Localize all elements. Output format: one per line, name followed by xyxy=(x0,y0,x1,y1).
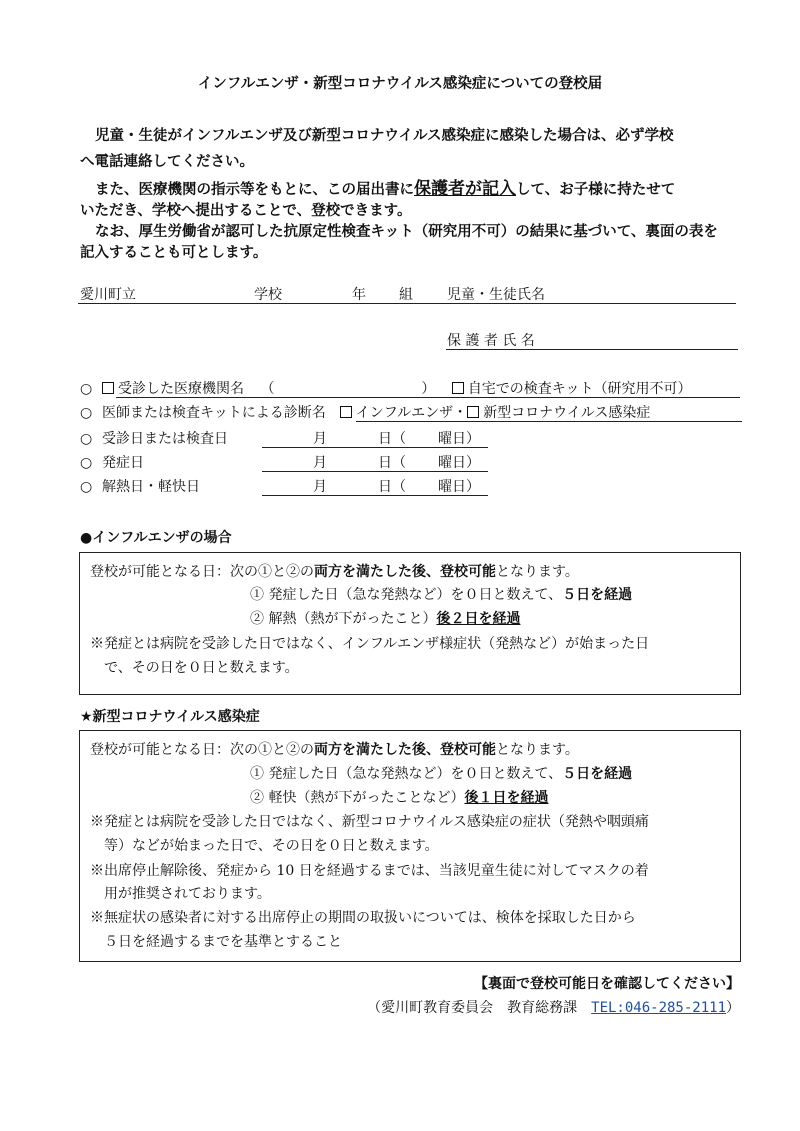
covid-rules-box xyxy=(79,730,741,962)
flu-cond2-emphasis: 後２日を経過 xyxy=(436,611,521,627)
visit-month-label: 月 xyxy=(313,431,327,447)
flu-rule-text: 登校が可能となる日：次の①と②の xyxy=(90,564,314,580)
onset-date-field[interactable] xyxy=(262,471,488,472)
fever-day-label: 日（ xyxy=(378,479,406,495)
onset-date-row xyxy=(80,452,144,472)
diagnosis-label: 医師または検査キットによる診断名 xyxy=(102,405,326,421)
circle-mark: ○ xyxy=(80,381,93,397)
year-label: 年 xyxy=(352,287,366,303)
office-name: （愛川町教育委員会 教育総務課 xyxy=(367,1000,592,1016)
onset-month-label: 月 xyxy=(313,455,327,471)
visit-date-field[interactable] xyxy=(262,447,488,448)
guardian-name-label: 保 護 者 氏 名 xyxy=(447,333,535,349)
onset-weekday-label: 曜日） xyxy=(438,455,480,471)
flu-rule-emphasis: 両方を満たした後、登校可能 xyxy=(314,564,496,580)
intro-p2-line1 xyxy=(95,174,675,199)
facility-row xyxy=(80,378,692,398)
visit-weekday-label: 曜日） xyxy=(438,431,480,447)
covid-note3-line1: ※無症状の感染者に対する出席停止の期間の取扱いについては、検体を採取した日から xyxy=(90,910,636,926)
covid-checkbox[interactable] xyxy=(467,406,479,418)
covid-condition-2 xyxy=(250,787,548,807)
covid-heading: ★新型コロナウイルス感染症 xyxy=(80,709,260,725)
page-title: インフルエンザ・新型コロナウイルス感染症についての登校届 xyxy=(197,76,603,92)
home-kit-label: 自宅での検査キット（研究用不可） xyxy=(467,381,692,397)
office-contact xyxy=(367,997,740,1017)
covid-note3-line2: ５日を経過するまでを基準とすること xyxy=(104,934,342,950)
circle-mark: ○ xyxy=(80,431,93,447)
covid-cond2-emphasis: 後１日を経過 xyxy=(464,790,549,806)
covid-cond1-text: ① 発症した日（急な発熱など）を０日と数えて、 xyxy=(250,766,563,782)
diagnosis-row xyxy=(80,402,650,422)
tel-link[interactable]: TEL:046-285-2111 xyxy=(591,1000,726,1016)
covid-note1-line2: 等）などが始まった日で、その日を０日と数えます。 xyxy=(104,838,439,854)
covid-note1-line1: ※発症とは病院を受診した日ではなく、新型コロナウイルス感染症の症状（発熱や咽頭痛 xyxy=(90,814,649,830)
flu-note-line1: ※発症とは病院を受診した日ではなく、インフルエンザ様症状（発熱など）が始まった日 xyxy=(90,636,650,652)
school-label: 学校 xyxy=(254,287,282,303)
paren-close: ） xyxy=(421,381,436,397)
flu-condition-2 xyxy=(250,608,520,628)
fever-date-label: 解熱日・軽快日 xyxy=(102,479,200,495)
covid-rule-emphasis: 両方を満たした後、登校可能 xyxy=(314,742,496,758)
flu-rule-line xyxy=(90,561,579,581)
town-label: 愛川町立 xyxy=(80,287,136,303)
flu-rules-box xyxy=(79,552,741,695)
visit-date-row xyxy=(80,428,228,448)
intro-p2-text-c: して、お子様に持たせて xyxy=(516,182,676,198)
paren-open: （ xyxy=(260,381,275,397)
flu-cond1-text: ① 発症した日（急な発熱など）を０日と数えて、 xyxy=(250,587,563,603)
fever-weekday-label: 曜日） xyxy=(438,479,480,495)
intro-p1-line2: へ電話連絡してください。 xyxy=(80,154,254,170)
office-close: ） xyxy=(726,1000,740,1016)
student-info-line[interactable] xyxy=(78,303,736,304)
covid-option: 新型コロナウイルス感染症 xyxy=(483,405,651,421)
student-name-label: 児童・生徒氏名 xyxy=(447,287,545,303)
flu-cond1-emphasis: ５日を経過 xyxy=(562,587,633,603)
guardian-writes-emphasis: 保護者が記入 xyxy=(414,179,516,199)
flu-condition-1 xyxy=(250,584,632,604)
flu-rule-end: となります。 xyxy=(496,564,579,580)
covid-rule-end: となります。 xyxy=(496,742,579,758)
class-label: 組 xyxy=(399,287,413,303)
covid-rule-text: 登校が可能となる日：次の①と②の xyxy=(90,742,314,758)
visit-day-label: 日（ xyxy=(378,431,406,447)
intro-p1-line1: 児童・生徒がインフルエンザ及び新型コロナウイルス感染症に感染した場合は、必ず学校 xyxy=(95,128,674,144)
flu-heading: ●インフルエンザの場合 xyxy=(80,530,232,546)
intro-p2-line2: いただき、学校へ提出することで、登校できます。 xyxy=(80,203,412,219)
reverse-side-note: 【裏面で登校可能日を確認してください】 xyxy=(474,976,740,992)
flu-note-line2: で、その日を０日と数えます。 xyxy=(104,660,299,676)
fever-date-field[interactable] xyxy=(262,495,488,496)
circle-mark: ○ xyxy=(80,479,93,495)
intro-p2-text-a: また、医療機関の指示等をもとに、この届出書に xyxy=(95,182,414,198)
flu-cond2-text: ② 解熱（熱が下がったこと） xyxy=(250,611,437,627)
visit-date-label: 受診日または検査日 xyxy=(102,431,228,447)
onset-date-label: 発症日 xyxy=(102,455,144,471)
guardian-name-line[interactable] xyxy=(446,349,738,350)
covid-note2-line1: ※出席停止解除後、発症から 10 日を経過するまでは、当該児童生徒に対してマスクの着 xyxy=(90,863,649,879)
fever-month-label: 月 xyxy=(313,479,327,495)
covid-rule-line xyxy=(90,739,579,759)
facility-underline xyxy=(116,397,740,398)
facility-checkbox[interactable] xyxy=(102,382,114,394)
diagnosis-underline xyxy=(356,421,742,422)
covid-condition-1 xyxy=(250,763,632,783)
fever-date-row xyxy=(80,476,200,496)
circle-mark: ○ xyxy=(80,455,93,471)
flu-option: インフルエンザ・ xyxy=(355,405,468,421)
circle-mark: ○ xyxy=(80,405,93,421)
home-kit-checkbox[interactable] xyxy=(452,382,464,394)
covid-note2-line2: 用が推奨されております。 xyxy=(104,886,271,902)
intro-p3-line2: 記入することも可とします。 xyxy=(80,245,268,261)
facility-label: 受診した医療機関名 xyxy=(118,381,244,397)
covid-cond2-text: ② 軽快（熱が下がったことなど） xyxy=(250,790,465,806)
onset-day-label: 日（ xyxy=(378,455,406,471)
covid-cond1-emphasis: ５日を経過 xyxy=(562,766,633,782)
flu-checkbox[interactable] xyxy=(340,406,352,418)
intro-p3-line1: なお、厚生労働省が認可した抗原定性検査キット（研究用不可）の結果に基づいて、裏面の表を xyxy=(95,224,718,240)
